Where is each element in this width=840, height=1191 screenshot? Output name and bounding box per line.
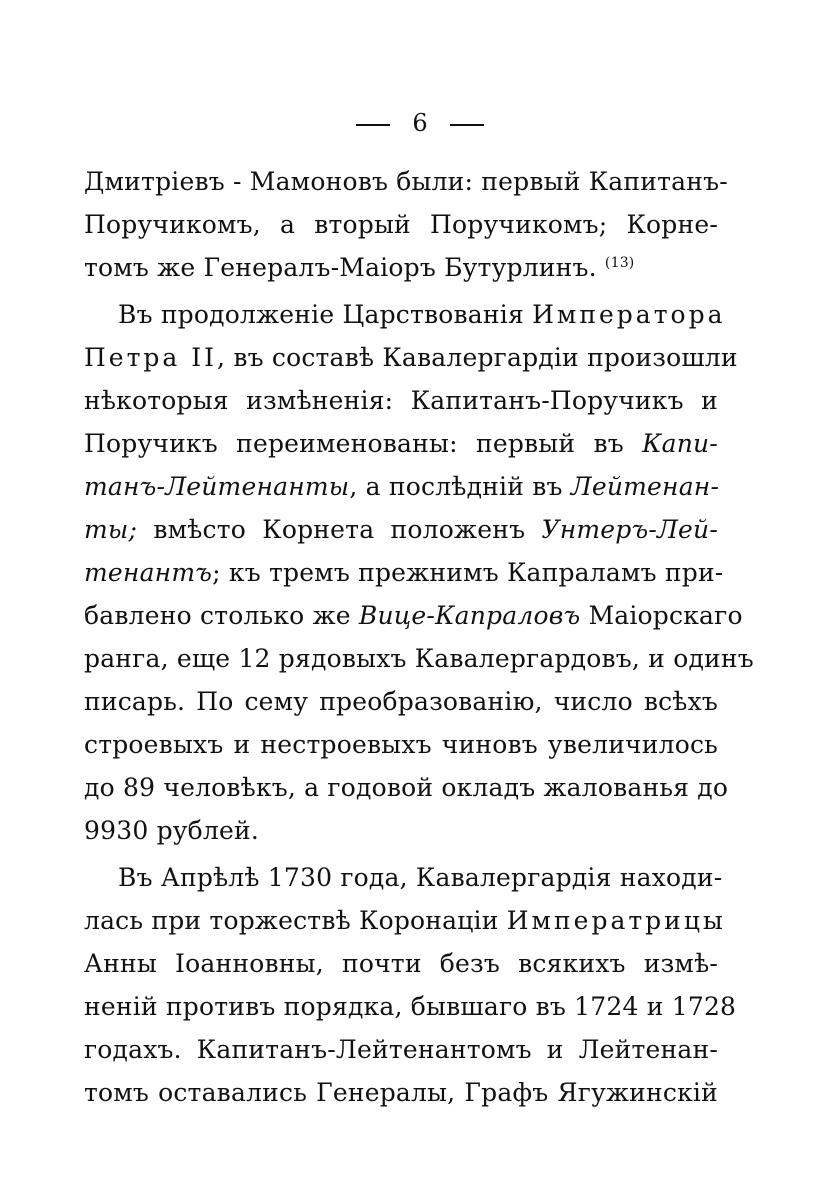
text-line: танъ-Лейтенанты, а послѣдній въ Лейтенан-	[84, 472, 720, 501]
text-line: Дмитріевъ - Мамоновъ были: первый Капитанъ-	[84, 167, 728, 196]
text-line: Въ Апрѣлѣ 1730 года, Кавалергардія находи-	[118, 863, 723, 892]
header-dash-left	[356, 124, 390, 126]
body-text	[84, 160, 754, 1114]
text-line: ты; вмѣсто Корнета положенъ Унтеръ-Лей-	[84, 515, 718, 544]
footnote-marker: (13)	[604, 255, 635, 271]
text-line: тенантъ; къ тремъ прежнимъ Капраламъ при-	[84, 558, 724, 587]
text-line: томъ же Генералъ-Маіоръ Бутурлинъ. $^{(13)}$	[84, 253, 635, 282]
text-line: Поручикомъ, а вторый Поручикомъ; Корне-	[84, 210, 718, 239]
header-dash-right	[450, 124, 484, 126]
text-line: нѣкоторыя измѣненія: Капитанъ-Поручикъ и	[84, 386, 718, 415]
text-line: Въ продолженіе Царствованія Императора	[118, 300, 726, 329]
text-line: томъ оставались Генералы, Графъ Ягужинскій	[84, 1078, 718, 1107]
text-line: 9930 рублей.	[84, 816, 260, 845]
text-line: бавлено столько же Вице-Капраловъ Маіорскаго	[84, 601, 743, 630]
text-line: неній противъ порядка, бывшаго въ 1724 и 1728	[84, 992, 737, 1021]
text-line: Анны Іоанновны, почти безъ всякихъ измѣ-	[84, 949, 718, 978]
text-line: лась при торжествѣ Коронаціи Императрицы	[84, 906, 726, 935]
text-line: годахъ. Капитанъ-Лейтенантомъ и Лейтенан-	[84, 1035, 718, 1064]
text-line: Петра II, въ составѣ Кавалергардіи произошли	[84, 343, 738, 372]
page-header	[0, 108, 840, 138]
text-line: до 89 человѣкъ, а годовой окладъ жалованья до	[84, 773, 729, 802]
text-line: строевыхъ и нестроевыхъ чиновъ увеличилось	[84, 730, 718, 759]
text-line: Поручикъ переименованы: первый въ Капи-	[84, 429, 718, 458]
text-line: писарь. По сему преобразованію, число всѣхъ	[84, 687, 718, 716]
text-line: ранга, еще 12 рядовыхъ Кавалергардовъ, и одинъ	[84, 644, 754, 673]
page-number: 6	[412, 109, 428, 137]
